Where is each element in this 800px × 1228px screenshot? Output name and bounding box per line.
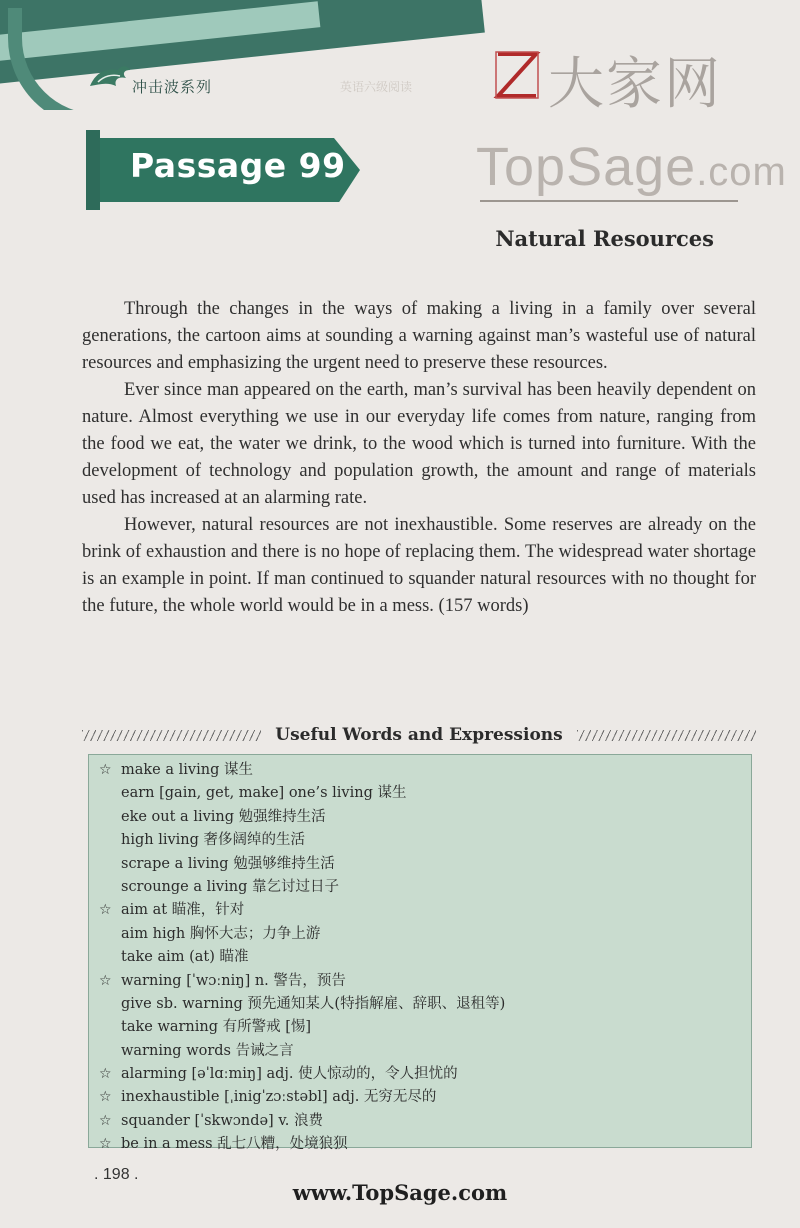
paragraph: However, natural resources are not inexhaustible. Some reserves are already on the brink of exhaustion and there is no hope of replacing them. The widespread water shortage is an example in point. If man continued to squander natural resources with no thought for the future, the whole world would be in a mess. (157 words) — [82, 515, 756, 616]
vocab-entry — [99, 946, 741, 969]
vocab-entry-text: squander [ˈskwɔndə] v. 浪费 — [121, 1112, 324, 1129]
header-band-curve — [8, 8, 128, 110]
star-icon: ☆ — [99, 1066, 112, 1083]
watermark-chinese: 大家网 — [548, 52, 722, 117]
vocab-entry-text: take warning 有所警戒 [惕] — [121, 1019, 312, 1036]
vocab-entry — [99, 993, 741, 1016]
vocab-entry-text: take aim (at) 瞄准 — [121, 949, 249, 966]
vocab-entry — [99, 1063, 741, 1086]
hatch-right — [577, 730, 756, 741]
vocab-entry — [99, 1110, 741, 1133]
vocab-entry — [99, 806, 741, 829]
vocab-entry — [99, 923, 741, 946]
vocab-entry-text: inexhaustible [ˌinigˈzɔːstəbl] adj. 无穷无尽的 — [121, 1089, 437, 1106]
page-number: . 198 . — [94, 1166, 139, 1183]
series-title: 冲击波系列 — [132, 78, 213, 96]
vocab-entry-text: high living 奢侈阔绰的生活 — [121, 832, 306, 849]
passage-tab-bar — [86, 130, 100, 210]
watermark-english-domain: .com — [696, 150, 787, 194]
vocab-entry — [99, 829, 741, 852]
footer-url: www.TopSage.com — [292, 1180, 508, 1205]
paragraph: Ever since man appeared on the earth, man’s survival has been heavily dependent on nature. Almost everything we use in our everyday life comes from nature, ranging from the food we eat, the water we drink, to the wood which is turned into furniture. With the development of technology and population growth, the amount and range of materials used has increased at an alarming rate. — [82, 380, 756, 508]
vocab-entry — [99, 782, 741, 805]
vocab-entry — [99, 1040, 741, 1063]
vocab-entry — [99, 853, 741, 876]
vocab-entry-text: warning words 告诫之言 — [121, 1042, 294, 1059]
vocab-box — [88, 754, 752, 1153]
paragraph: Through the changes in the ways of making a living in a family over several generations, the cartoon aims at sounding a warning against man’s wasteful use of natural resources and emphasizing the urgent need to preserve these resources. — [82, 299, 756, 373]
vocab-entry-text: eke out a living 勉强维持生活 — [121, 808, 326, 825]
vocab-entry-text: make a living 谋生 — [121, 762, 253, 778]
vocab-entry-text: scrounge a living 靠乞讨过日子 — [121, 878, 339, 895]
hatch-left — [82, 730, 261, 741]
vocab-entry — [99, 970, 741, 993]
vocab-entry-text: be in a mess 乱七八糟，处境狼狈 — [121, 1136, 348, 1153]
star-icon: ☆ — [99, 1112, 112, 1129]
vocab-entry-text: give sb. warning 预先通知某人(特指解雇、辞职、退租等) — [121, 995, 506, 1012]
vocab-entry — [99, 1086, 741, 1109]
vocab-entry — [99, 1016, 741, 1039]
vocab-entry — [99, 759, 741, 782]
vocab-entry-text: warning [ˈwɔːniŋ] n. 警告，预告 — [121, 972, 346, 989]
passage-body — [82, 296, 756, 620]
vocab-entry-text: aim high 胸怀大志；力争上游 — [121, 925, 321, 942]
vocab-entry — [99, 1133, 741, 1156]
vocab-entry-text: earn [gain, get, make] one’s living 谋生 — [121, 785, 407, 802]
dragon-logo-icon — [88, 62, 132, 92]
passage-title: Natural Resources — [495, 226, 714, 251]
vocab-entry-text: scrape a living 勉强够维持生活 — [121, 855, 335, 872]
star-icon: ☆ — [99, 762, 112, 778]
watermark-english — [476, 136, 787, 198]
star-icon: ☆ — [99, 972, 112, 989]
vocab-title: Useful Words and Expressions — [275, 725, 563, 745]
star-icon: ☆ — [99, 1089, 112, 1106]
vocab-entry — [99, 899, 741, 922]
vocab-entry — [99, 876, 741, 899]
vocab-entry-text: aim at 瞄准，针对 — [121, 902, 245, 919]
vocab-entry-text: alarming [əˈlɑːmiŋ] adj. 使人惊动的，令人担忧的 — [121, 1066, 458, 1083]
star-icon: ☆ — [99, 902, 112, 919]
watermark-box-icon — [492, 48, 542, 102]
star-icon: ☆ — [99, 1136, 112, 1153]
watermark-english-main: TopSage — [476, 137, 697, 197]
vocab-heading — [82, 724, 756, 746]
bleed-through-header: 英语六级阅读 — [340, 80, 413, 94]
passage-label: Passage 99 — [130, 146, 346, 185]
watermark-underline — [480, 200, 738, 202]
